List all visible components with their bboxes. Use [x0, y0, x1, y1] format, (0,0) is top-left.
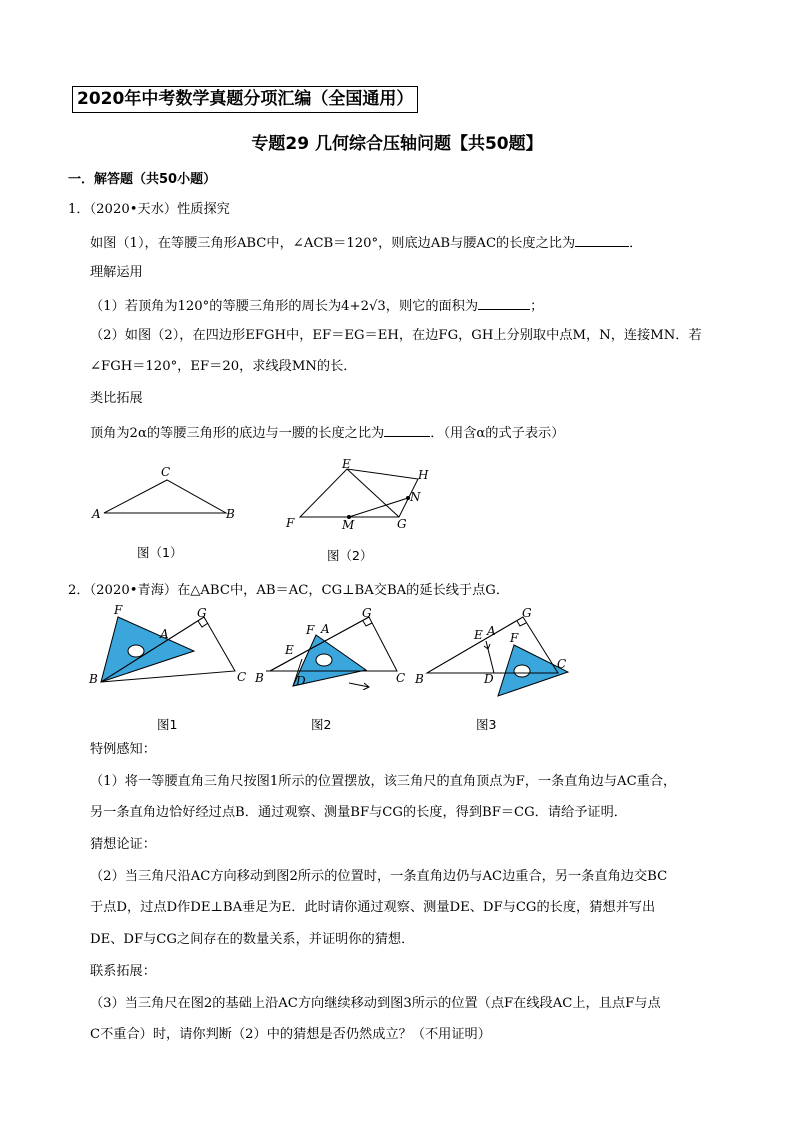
- figure-1-caption: 图（1）: [137, 545, 183, 560]
- problem1-q2-line1: （2）如图（2），在四边形EFGH中，EF＝EG＝EH，在边FG，GH上分别取中点M，N，连接MN．若: [90, 328, 702, 343]
- problem1-q1-end: ；: [530, 299, 544, 314]
- problem2-p2-line2: 于点D，过点D作DE⊥BA垂足为E．此时请你通过观察、测量DE、DF与CG的长度，猜想并写出: [90, 900, 656, 915]
- label-a: A: [160, 627, 169, 641]
- problem1-extension: [90, 423, 564, 443]
- label-a: A: [321, 622, 330, 636]
- problem2-figure-1: [84, 605, 254, 690]
- problem2-p3-line1: （3）当三角尺在图2的基础上沿AC方向继续移动到图3所示的位置（点F在线段AC上，且点F与点: [90, 996, 661, 1011]
- figure-1-triangle: [88, 460, 248, 526]
- problem2-subheading-conjecture: 猜想论证：: [90, 837, 156, 852]
- problem1-header: 1．（2020•天水）性质探究: [68, 202, 230, 217]
- problem2-p2-line3: DE、DF与CG之间存在的数量关系，并证明你的猜想．: [90, 932, 415, 947]
- problem2-p1-line2: 另一条直角边恰好经过点B．通过观察、测量BF与CG的长度，得到BF＝CG．请给予证明．: [90, 805, 627, 820]
- problem2-figure-2: [254, 605, 414, 690]
- label-f: F: [306, 623, 315, 637]
- label-e: E: [474, 628, 483, 642]
- label-h: H: [418, 468, 429, 482]
- quadrilateral-efgh: [300, 469, 418, 517]
- figure-2-quadrilateral: [280, 455, 440, 535]
- label-d: D: [484, 672, 494, 686]
- label-e: E: [342, 457, 351, 471]
- line-de-3: [486, 641, 494, 673]
- answer-blank-3[interactable]: [384, 423, 430, 437]
- label-n: N: [410, 490, 421, 504]
- label-c: C: [161, 465, 171, 479]
- problem2-subheading-special: 特例感知：: [90, 742, 156, 757]
- segment-mn: [349, 498, 408, 517]
- problem1-line1: [90, 233, 642, 253]
- label-b: B: [255, 671, 264, 685]
- problem2-p2-line1: （2）当三角尺沿AC方向移动到图2所示的位置时，一条直角边仍与AC边重合，另一条直角边交BC: [90, 869, 668, 884]
- problem1-extension-end: ．（用含α的式子表示）: [430, 426, 565, 441]
- problem1-line1-text: 如图（1），在等腰三角形ABC中，∠ACB＝120°，则底边AB与腰AC的长度之比为: [90, 236, 576, 251]
- label-g: G: [362, 606, 372, 620]
- label-b: B: [89, 672, 98, 686]
- set-square-1: [101, 617, 194, 682]
- label-a: A: [487, 624, 496, 638]
- figure-2-caption: 图（2）: [327, 548, 373, 563]
- label-b: B: [226, 507, 235, 521]
- problem2-figure-1-caption: 图1: [157, 717, 178, 732]
- problem2-p3-line2: C不重合）时，请你判断（2）中的猜想是否仍然成立？（不用证明）: [90, 1027, 491, 1042]
- label-c: C: [557, 657, 567, 671]
- label-b: B: [415, 672, 424, 686]
- problem2-figure-3: [410, 605, 575, 705]
- label-f: F: [510, 631, 519, 645]
- answer-blank-1[interactable]: [575, 233, 629, 247]
- label-c: C: [237, 670, 247, 684]
- label-g: G: [397, 517, 407, 531]
- problem1-line1-end: ．: [629, 236, 643, 251]
- triangle-abc: [104, 480, 226, 513]
- problem1-q1: [90, 296, 543, 316]
- right-angle-mark-g-2: [363, 621, 372, 626]
- problem2-p1-line1: （1）将一等腰直角三角尺按图1所示的位置摆放，该三角尺的直角顶点为F，一条直角边与AC重合，: [90, 774, 677, 789]
- compilation-title: 2020年中考数学真题分项汇编（全国通用）: [72, 86, 418, 113]
- problem2-figure-2-caption: 图2: [311, 717, 332, 732]
- label-a: A: [92, 507, 101, 521]
- problem1-q2-line2: ∠FGH＝120°，EF＝20，求线段MN的长．: [90, 359, 357, 374]
- segment-eg: [347, 469, 399, 517]
- label-e: E: [285, 643, 294, 657]
- label-f: F: [114, 605, 123, 617]
- label-g: G: [197, 606, 207, 620]
- problem1-subheading-understanding: 理解运用: [90, 265, 143, 280]
- set-square-hole-3: [514, 665, 530, 677]
- section-heading: 一．解答题（共50小题）: [68, 172, 217, 187]
- right-angle-mark-g-3: [517, 621, 526, 626]
- problem1-q1-text: （1）若顶角为120°的等腰三角形的周长为4+2√3，则它的面积为: [90, 299, 479, 314]
- problem2-figure-3-caption: 图3: [476, 717, 497, 732]
- set-square-hole-1: [128, 645, 144, 657]
- page-title: 专题29 几何综合压轴问题【共50题】: [251, 134, 543, 154]
- label-c: C: [396, 671, 406, 685]
- label-m: M: [342, 518, 355, 532]
- label-d: D: [296, 674, 306, 688]
- problem2-header: 2．（2020•青海）在△ABC中，AB＝AC，CG⊥BA交BA的延长线于点G．: [68, 583, 510, 598]
- problem2-subheading-extension: 联系拓展：: [90, 964, 156, 979]
- problem1-extension-text: 顶角为2α的等腰三角形的底边与一腰的长度之比为: [90, 426, 385, 441]
- set-square-hole-2: [316, 654, 332, 666]
- label-f: F: [286, 516, 295, 530]
- answer-blank-2[interactable]: [478, 296, 530, 310]
- problem1-subheading-extension: 类比拓展: [90, 391, 143, 406]
- label-g: G: [522, 606, 532, 620]
